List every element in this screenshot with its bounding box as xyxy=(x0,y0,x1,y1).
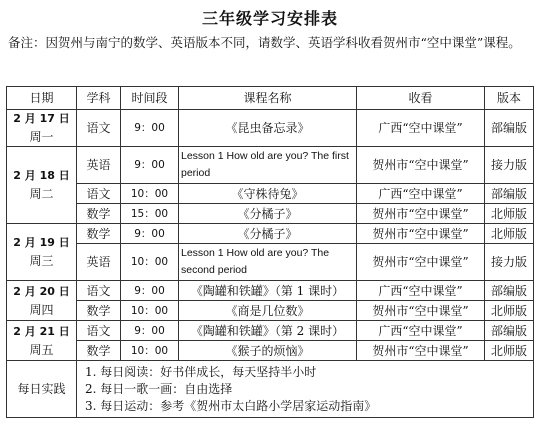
daily-label: 每日实践 xyxy=(7,361,77,418)
daily-items xyxy=(77,361,534,418)
subject-cell: 英语 xyxy=(77,244,121,281)
version-cell: 北师版 xyxy=(485,224,534,244)
header-version: 版本 xyxy=(485,87,534,110)
weekday-text: 周四 xyxy=(29,302,54,317)
version-cell: 接力版 xyxy=(485,147,534,184)
table-row xyxy=(7,147,534,184)
subject-cell: 语文 xyxy=(77,184,121,204)
subject-cell: 数学 xyxy=(77,224,121,244)
table-row xyxy=(7,184,534,204)
header-date: 日期 xyxy=(7,87,77,110)
time-cell: 10：00 xyxy=(121,341,179,361)
header-course: 课程名称 xyxy=(179,87,357,110)
time-cell: 9：00 xyxy=(121,110,179,147)
subject-cell: 语文 xyxy=(77,110,121,147)
daily-item: 3. 每日运动：参考《贺州市太白路小学居家运动指南》 xyxy=(85,398,377,413)
version-cell: 部编版 xyxy=(485,110,534,147)
subject-cell: 数学 xyxy=(77,301,121,321)
course-cell: Lesson 1 How old are you? The second period xyxy=(179,244,357,281)
page-title: 三年级学习安排表 xyxy=(201,9,338,28)
watch-cell: 贺州市“空中课堂” xyxy=(357,341,485,361)
weekday-text: 周三 xyxy=(29,254,54,268)
watch-cell: 贺州市“空中课堂” xyxy=(357,147,485,184)
date-cell xyxy=(7,224,77,281)
time-cell: 10：00 xyxy=(121,301,179,321)
version-cell: 部编版 xyxy=(485,281,534,301)
course-cell: 《昆虫备忘录》 xyxy=(179,110,357,147)
date-cell xyxy=(7,281,77,321)
watch-cell: 贺州市“空中课堂” xyxy=(357,204,485,224)
course-cell: 《陶罐和铁罐》（第 2 课时） xyxy=(179,321,357,341)
watch-cell: 广西“空中课堂” xyxy=(357,184,485,204)
time-cell: 9：00 xyxy=(121,321,179,341)
table-row xyxy=(7,204,534,224)
time-cell: 9：00 xyxy=(121,224,179,244)
course-cell: 《守株待兔》 xyxy=(179,184,357,204)
course-cell: Lesson 1 How old are you? The first period xyxy=(179,147,357,184)
date-text: 2 月 19 日 xyxy=(13,236,70,249)
table-row xyxy=(7,281,534,301)
course-cell: 《分橘子》 xyxy=(179,204,357,224)
subject-cell: 英语 xyxy=(77,147,121,184)
daily-practice-row xyxy=(7,361,534,418)
time-cell: 9：00 xyxy=(121,281,179,301)
table-row xyxy=(7,301,534,321)
watch-cell: 贺州市“空中课堂” xyxy=(357,244,485,281)
watch-cell: 贺州市“空中课堂” xyxy=(357,224,485,244)
course-cell: 《分橘子》 xyxy=(179,224,357,244)
time-cell: 9：00 xyxy=(121,147,179,184)
header-time: 时间段 xyxy=(121,87,179,110)
header-subject: 学科 xyxy=(77,87,121,110)
header-watch: 收看 xyxy=(357,87,485,110)
version-cell: 接力版 xyxy=(485,244,534,281)
table-row xyxy=(7,341,534,361)
subject-cell: 语文 xyxy=(77,321,121,341)
note-text: 备注：因贺州与南宁的数学、英语版本不同，请数学、英语学科收看贺州市“空中课堂”课程。 xyxy=(8,35,521,50)
version-cell: 部编版 xyxy=(485,321,534,341)
date-text: 2 月 17 日 xyxy=(13,112,70,125)
schedule-table xyxy=(6,86,534,418)
table-row xyxy=(7,244,534,281)
version-cell: 北师版 xyxy=(485,204,534,224)
subject-cell: 语文 xyxy=(77,281,121,301)
watch-cell: 广西“空中课堂” xyxy=(357,110,485,147)
table-row xyxy=(7,321,534,341)
course-cell: 《陶罐和铁罐》（第 1 课时） xyxy=(179,281,357,301)
table-row xyxy=(7,224,534,244)
date-cell xyxy=(7,321,77,361)
course-cell: 《猴子的烦恼》 xyxy=(179,341,357,361)
weekday-text: 周五 xyxy=(29,342,54,357)
daily-item: 1. 每日阅读：好书伴成长，每天坚持半小时 xyxy=(85,364,317,379)
date-text: 2 月 20 日 xyxy=(13,284,70,298)
date-cell xyxy=(7,110,77,147)
course-cell: 《商是几位数》 xyxy=(179,301,357,321)
time-cell: 15：00 xyxy=(121,204,179,224)
weekday-text: 周二 xyxy=(29,187,54,201)
version-cell: 部编版 xyxy=(485,184,534,204)
table-row xyxy=(7,110,534,147)
version-cell: 北师版 xyxy=(485,341,534,361)
weekday-text: 周一 xyxy=(29,130,54,144)
version-cell: 北师版 xyxy=(485,301,534,321)
time-cell: 10：00 xyxy=(121,244,179,281)
date-text: 2 月 21 日 xyxy=(13,324,70,338)
subject-cell: 数学 xyxy=(77,341,121,361)
date-text: 2 月 18 日 xyxy=(13,169,70,182)
daily-item: 2. 每日一歌一画：自由选择 xyxy=(85,381,233,396)
time-cell: 10：00 xyxy=(121,184,179,204)
watch-cell: 贺州市“空中课堂” xyxy=(357,301,485,321)
watch-cell: 广西“空中课堂” xyxy=(357,321,485,341)
date-cell xyxy=(7,147,77,224)
watch-cell: 广西“空中课堂” xyxy=(357,281,485,301)
subject-cell: 数学 xyxy=(77,204,121,224)
header-row xyxy=(7,87,534,110)
